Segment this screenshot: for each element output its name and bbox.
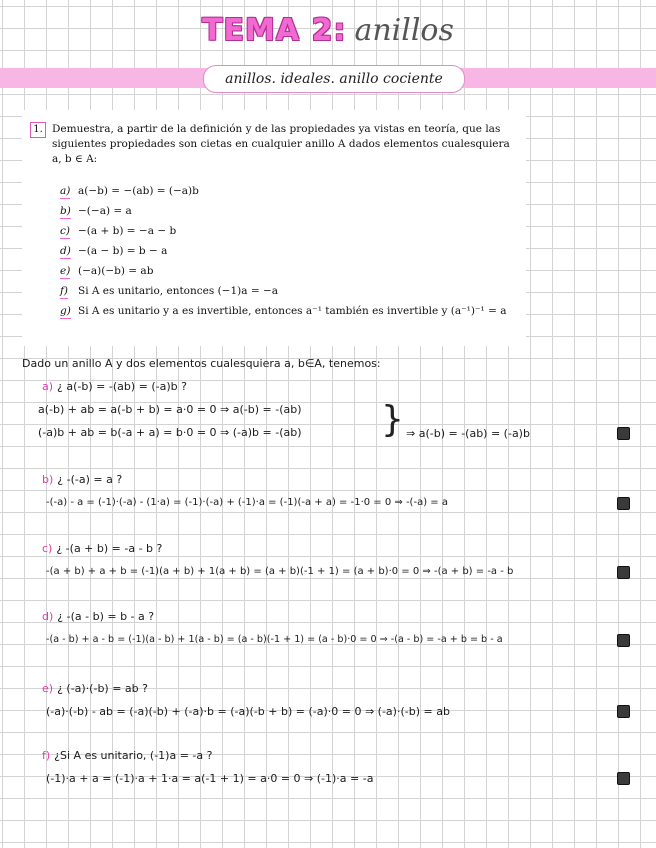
title-main: TEMA 2: xyxy=(202,13,347,48)
problem-items xyxy=(60,182,520,334)
item-text: −(−a) = a xyxy=(78,205,132,217)
subtitle: anillos. ideales. anillo cociente xyxy=(203,65,465,93)
solution-b-question xyxy=(42,473,122,487)
solution-e-label: e) xyxy=(42,682,54,695)
item-label: a) xyxy=(60,185,71,197)
item-text: −(a − b) = b − a xyxy=(78,245,168,257)
page-title xyxy=(0,12,656,50)
solution-f-question xyxy=(42,749,212,763)
qed-square-icon xyxy=(617,427,630,440)
problem-item xyxy=(60,302,520,334)
qed-square-icon xyxy=(617,772,630,785)
solution-b-label: b) xyxy=(42,473,54,486)
solution-d-label: d) xyxy=(42,610,54,623)
solution-d-question-text: ¿ -(a - b) = b - a ? xyxy=(57,610,155,623)
problem-number: 1. xyxy=(30,122,46,138)
solution-b-question-text: ¿ -(-a) = a ? xyxy=(57,473,123,486)
qed-square-icon xyxy=(617,705,630,718)
solution-e-question-text: ¿ (-a)·(-b) = ab ? xyxy=(57,682,148,695)
item-label: f) xyxy=(60,285,68,297)
item-text: (−a)(−b) = ab xyxy=(78,265,154,277)
problem-item xyxy=(60,202,520,222)
solution-f-question-text: ¿Si A es unitario, (-1)a = -a ? xyxy=(54,749,213,762)
problem-item xyxy=(60,262,520,282)
solution-a-question-text: ¿ a(-b) = -(ab) = (-a)b ? xyxy=(57,380,187,393)
item-text: a(−b) = −(ab) = (−a)b xyxy=(78,185,199,197)
item-text: Si A es unitario y a es invertible, entonces a⁻¹ también es invertible y (a⁻¹)⁻¹ = a xyxy=(78,305,507,317)
problem-item xyxy=(60,222,520,242)
solution-intro: Dado un anillo A y dos elementos cualesquiera a, b∈A, tenemos: xyxy=(22,357,381,370)
qed-square-icon xyxy=(617,634,630,647)
item-label: e) xyxy=(60,265,71,277)
item-text: −(a + b) = −a − b xyxy=(78,225,177,237)
solution-d-line: -(a - b) + a - b = (-1)(a - b) + 1(a - b) = (a - b)(-1 + 1) = (a - b)·0 = 0 ⇒ -(a - b) = -a + b = b - a xyxy=(46,634,503,645)
item-label: b) xyxy=(60,205,71,217)
solution-c-question-text: ¿ -(a + b) = -a - b ? xyxy=(56,542,163,555)
item-label: c) xyxy=(60,225,70,237)
problem-statement: Demuestra, a partir de la definición y de las propiedades ya vistas en teoría, que las siguientes propiedades son cietas en cualquier anillo A dados elementos cualesquiera a, b ∈ A: xyxy=(52,123,510,165)
solution-d-question xyxy=(42,610,154,624)
solution-a-label: a) xyxy=(42,380,54,393)
solution-a-question xyxy=(42,380,187,394)
item-label: d) xyxy=(60,245,71,257)
solution-a-conclusion: ⇒ a(-b) = -(ab) = (-a)b xyxy=(406,427,530,440)
solution-a-line2: (-a)b + ab = b(-a + a) = b·0 = 0 ⇒ (-a)b = -(ab) xyxy=(38,426,302,439)
title-rest: anillos xyxy=(354,13,454,48)
solution-c-question xyxy=(42,542,162,556)
problem-item xyxy=(60,182,520,202)
problem-item xyxy=(60,282,520,302)
curly-brace: } xyxy=(381,399,404,440)
solution-b-line: -(-a) - a = (-1)·(-a) - (1·a) = (-1)·(-a) + (-1)·a = (-1)(-a + a) = -1·0 = 0 ⇒ -(-a) = a xyxy=(46,497,448,508)
solution-a-line1: a(-b) + ab = a(-b + b) = a·0 = 0 ⇒ a(-b) = -(ab) xyxy=(38,403,302,416)
problem-item xyxy=(60,242,520,262)
solution-e-line: (-a)·(-b) - ab = (-a)(-b) + (-a)·b = (-a)(-b + b) = (-a)·0 = 0 ⇒ (-a)·(-b) = ab xyxy=(46,705,450,718)
solution-c-line: -(a + b) + a + b = (-1)(a + b) + 1(a + b) = (a + b)(-1 + 1) = (a + b)·0 = 0 ⇒ -(a + b) = -a - b xyxy=(46,566,514,577)
qed-square-icon xyxy=(617,497,630,510)
solution-f-label: f) xyxy=(42,749,51,762)
solution-c-label: c) xyxy=(42,542,53,555)
solution-e-question xyxy=(42,682,148,696)
problem-box xyxy=(22,110,526,346)
qed-square-icon xyxy=(617,566,630,579)
solution-f-line: (-1)·a + a = (-1)·a + 1·a = a(-1 + 1) = a·0 = 0 ⇒ (-1)·a = -a xyxy=(46,772,374,785)
item-label: g) xyxy=(60,305,71,317)
item-text: Si A es unitario, entonces (−1)a = −a xyxy=(78,285,279,297)
